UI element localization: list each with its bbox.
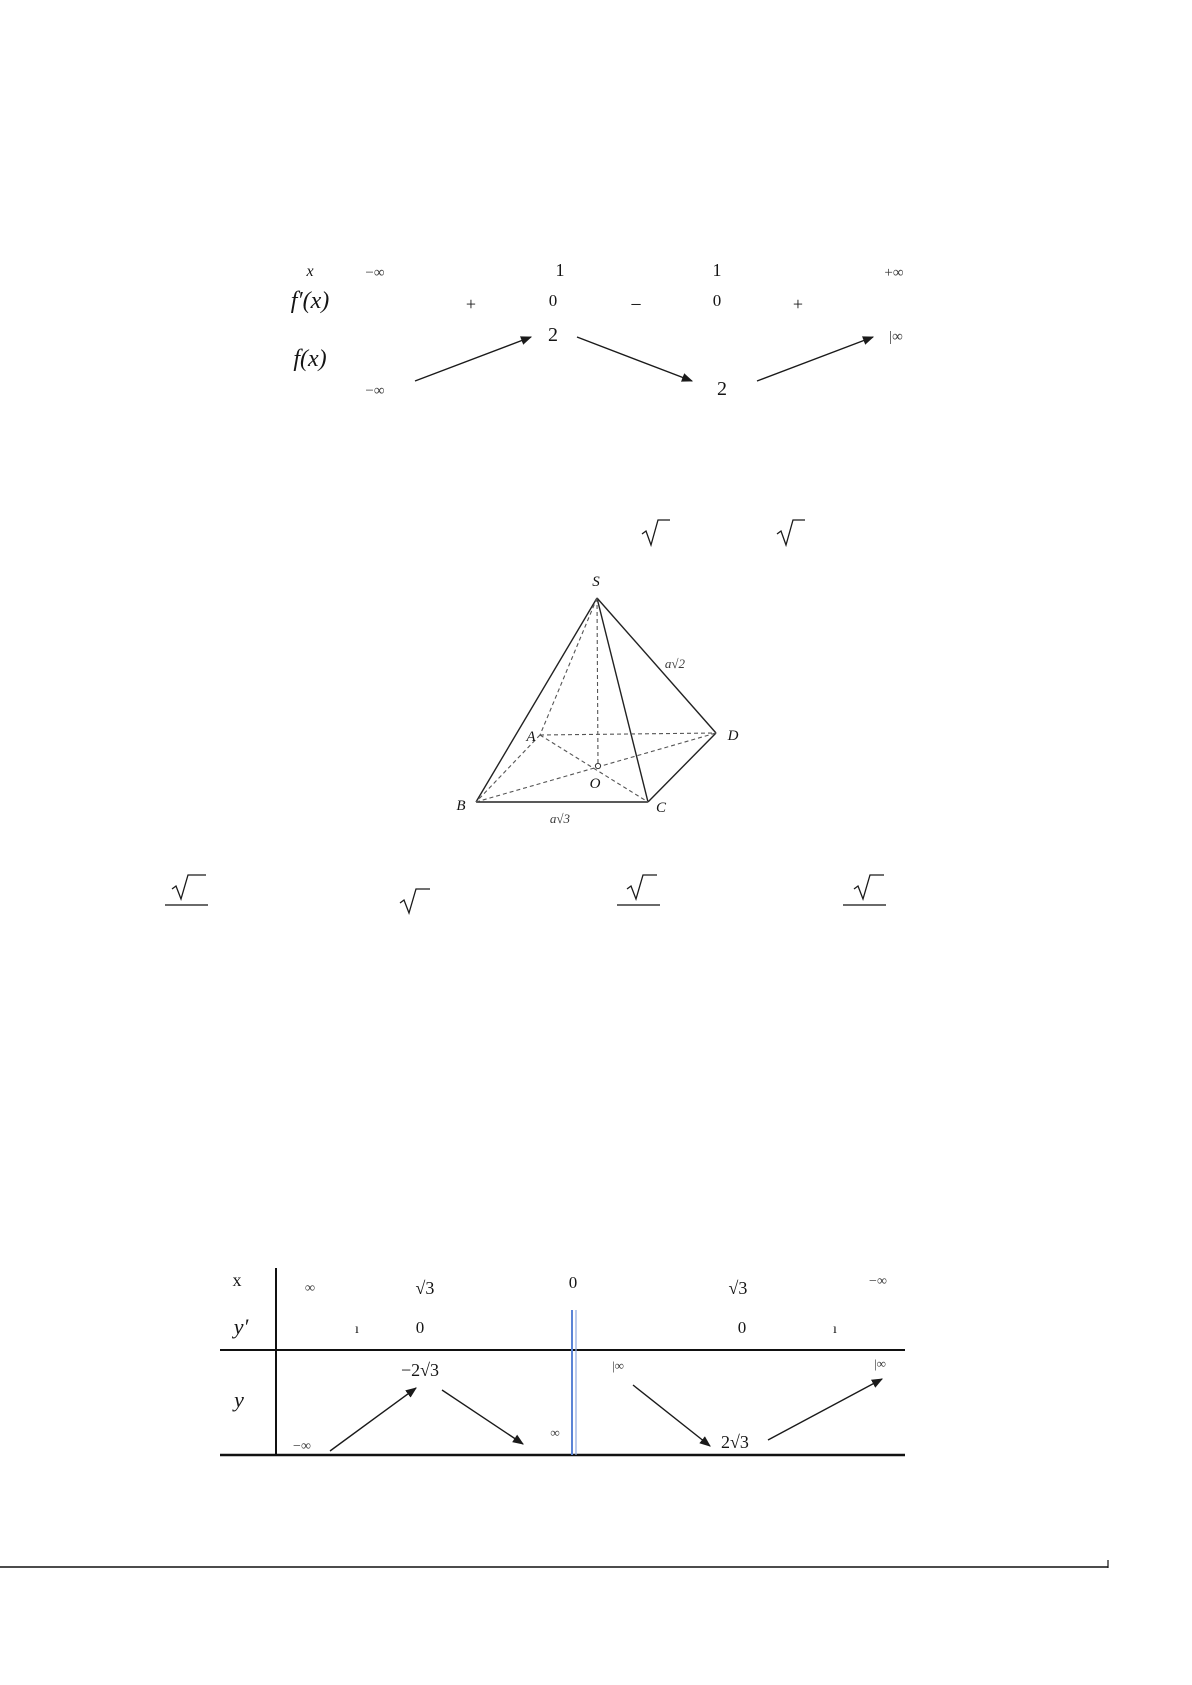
vertex-label-B: B [456,798,466,814]
x-value: √3 [728,1278,748,1298]
vertex-label-C: C [655,800,667,816]
derivative-sign: + [792,294,804,314]
point-O [595,763,600,768]
local-maximum-value: 2 [548,324,558,346]
limit-value: |∞ [874,1356,886,1371]
local-minimum-value: 2√3 [721,1432,749,1452]
function-row-label: y [234,1387,244,1412]
derivative-zero: 0 [737,1318,747,1337]
x-value: 1 [555,260,565,280]
vertex-label-S: S [592,574,600,590]
derivative-sign: + [465,294,477,314]
x-value: 1 [712,260,722,280]
vertex-label-O: O [589,776,601,792]
x-value: √3 [415,1278,435,1298]
x-value: −∞ [869,1274,887,1289]
local-minimum-value: 2 [717,378,727,400]
x-row-label: x [306,263,314,280]
vertex-label-A: A [526,729,536,745]
x-value: 0 [568,1273,578,1292]
derivative-zero: 0 [712,291,722,310]
derivative-sign: ı [355,1322,359,1337]
x-value: ∞ [305,1281,315,1296]
derivative-sign: − [630,294,642,316]
edge-length-label-BC: a√3 [549,811,571,826]
derivative-zero: 0 [415,1318,425,1337]
x-value: −∞ [365,265,385,281]
function-row-label: f(x) [293,346,327,372]
edge-length-label-SD: a√2 [664,656,686,671]
x-row-label: x [232,1270,242,1290]
local-maximum-value: −2√3 [400,1360,440,1380]
limit-value: |∞ [889,329,903,345]
derivative-sign: ı [833,1322,837,1337]
limit-value: −∞ [365,383,385,399]
derivative-row-label: f′(x) [290,288,330,314]
limit-value: ∞ [550,1425,560,1440]
limit-value: |∞ [612,1358,624,1373]
limit-value: −∞ [293,1439,311,1454]
derivative-row-label: y′ [233,1314,249,1339]
x-value: +∞ [884,265,904,281]
derivative-zero: 0 [548,291,558,310]
vertex-label-D: D [727,728,739,744]
